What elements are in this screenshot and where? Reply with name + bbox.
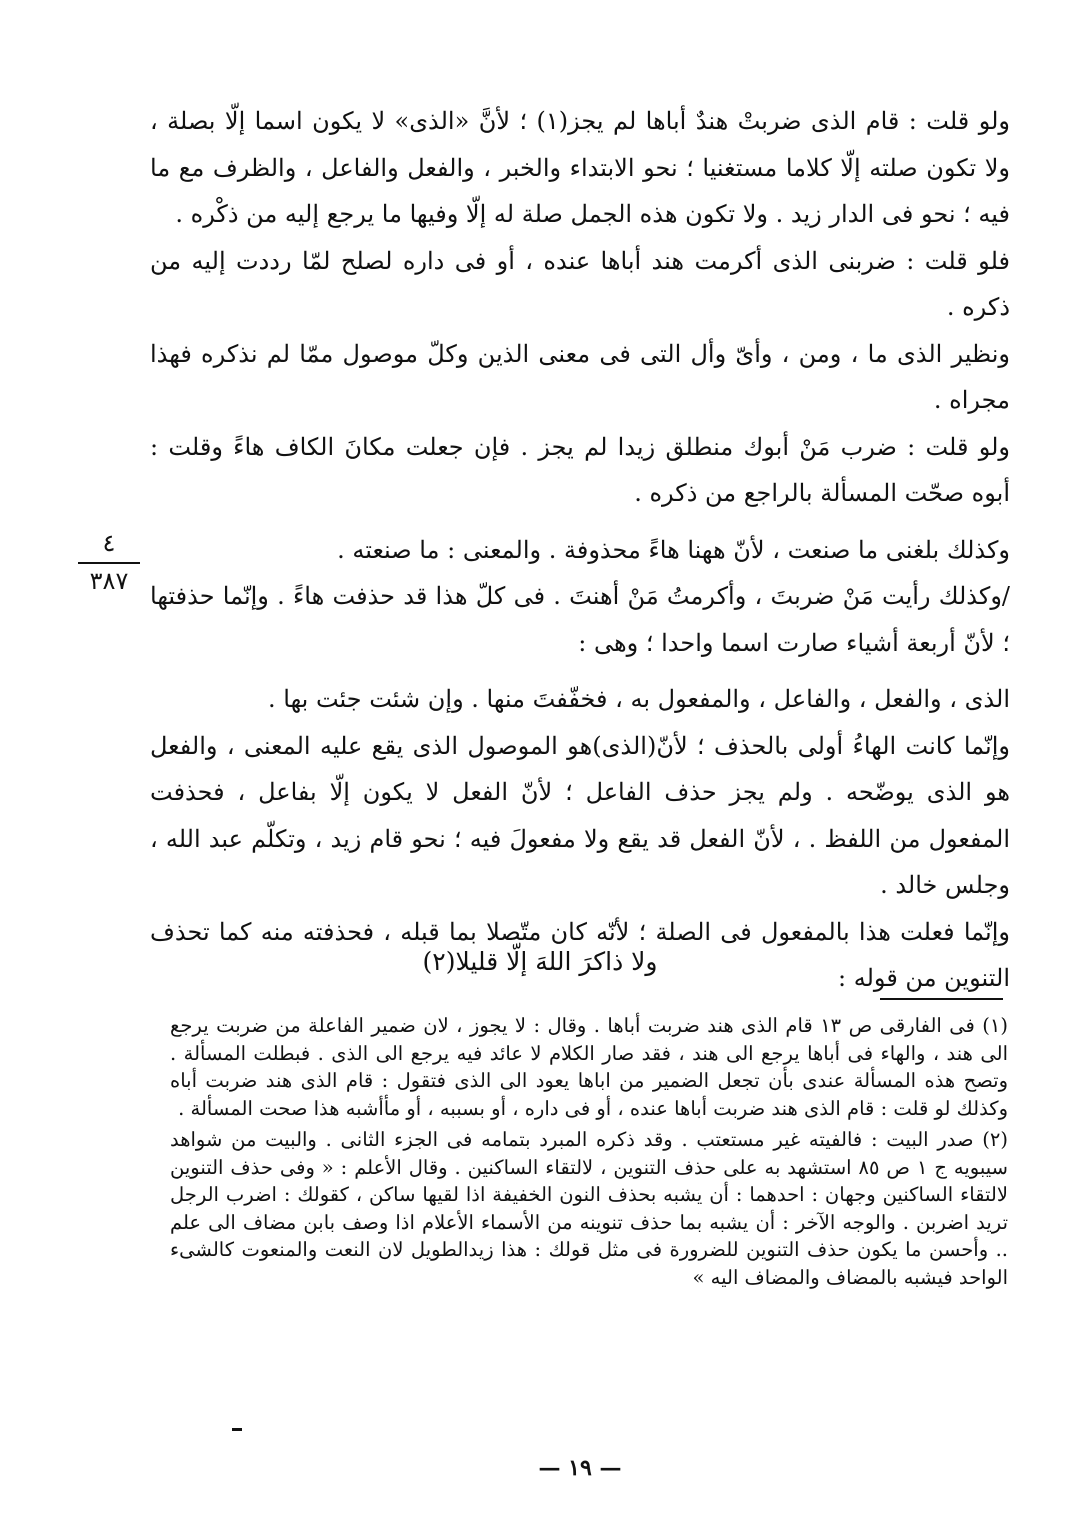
paragraph: ولو قلت : قام الذى ضربتْ هندٌ أباها لم يجز(١) ؛ لأنَّ «الذى» لا يكون اسما إلّا بصلة ، ولا تكون صلته إلّا كلاما مستغنيا ؛ نحو الابتداء والخبر ، والفعل والفاعل ، والظرف مع ما فيه ؛ نحو فى الدار زيد . ولا تكون هذه الجمل صلة له إلّا وفيها ما يرجع إليه من ذكْره . [150, 107, 1011, 228]
footnote: (١) فى الفارقى ص ١٣ قام الذى هند ضربت أباها . وقال : لا يجوز ، لان ضمير الفاعلة من ضربت يرجع الى هند ، والهاء فى أباها يرجع الى هند ، فقد صار الكلام لا عائد فيه يرجع الى الذى . فبطلت المسألة . وتصح هذه المسألة عندى بأن تجعل الضمير من اباها يعود الى الذى فتقول : قام الذى هند ضربت أباه وكذلك لو قلت : قام الذى هند ضربت أباها عنده ، أو فى داره ، أو بسببه ، أو مأأشبه هذا صحت المسألة . [170, 1014, 1008, 1120]
margin-page-number: ٣٨٧ [89, 567, 129, 595]
paragraph: ونظير الذى ما ، ومن ، وأىّ وأل التى فى معنى الذين وكلّ موصول ممّا لم نذكره فهذا مجراه . [150, 339, 1010, 414]
stray-mark [232, 1428, 242, 1431]
main-text [150, 98, 1010, 1002]
footnote: (٢) صدر البيت : فالفيته غير مستعتب . وقد ذكره المبرد بتمامه فى الجزء الثانى . والبيت من شواهد سيبويه ج ١ ص ٨٥ استشهد به على حذف التنوين ، لالتقاء الساكنين . وقال الأعلم : « وفى حذف التنوين لالتقاء الساكنين وجهان : احدهما : أن يشبه بحذف النون الخفيفة اذا لقيها ساكن ، كقولك : اضرب الرجل تريد اضربن . والوجه الآخر : أن يشبه بما حذف تنوينه من الأسماء الأعلام اذا وصف بابن مضاف الى علم .. وأحسن ما يكون حذف التنوين للضرورة فى مثل قولك : هذا زيدالطويل لان النعت والمنعوت كالشىء الواحد فيشبه بالمضاف والمضاف اليه » [170, 1128, 1008, 1289]
footnotes [170, 1012, 1008, 1295]
paragraph: /وكذلك رأيت مَنْ ضربتَ ، وأكرمتُ مَنْ أهنتَ . فى كلّ هذا قد حذفت هاءً . وإنّما حذفتها ؛ لأنّ أربعة أشياء صارت اسما واحدا ؛ وهى : [150, 582, 1010, 657]
paragraph: وإنّما فعلت هذا بالمفعول فى الصلة ؛ لأنّه كان متّصلا بما قبله ، فحذفته منه كما تحذف التنوين من قوله : [150, 917, 1010, 992]
paragraph: ولو قلت : ضرب مَنْ أبوك منطلق زيدا لم يجز . فإن جعلت مكانَ الكاف هاءً وقلت : أبوه صحّت المسألة بالراجع من ذكره . [150, 432, 1010, 507]
paragraph: الذى ، والفعل ، والفاعل ، والمفعول به ، فخفّفتَ منها . وإن شئت جئت بها . [268, 685, 1010, 713]
verse-quote: ولا ذاكرَ اللهَ إلّا قليلا(٢) [422, 947, 658, 976]
paragraph: وكذلك بلغنى ما صنعت ، لأنّ ههنا هاءً محذوفة . والمعنى : ما صنعته . [337, 535, 1010, 564]
margin-page-reference [78, 528, 140, 598]
paragraph: فلو قلت : ضربنى الذى أكرمت هند أباها عنده ، أو فى داره لصلح لمّا رددت إليه من ذكره . [150, 246, 1010, 321]
paragraph: وإنّما كانت الهاءُ أولى بالحذف ؛ لأنّ(الذى)هو الموصول الذى يقع عليه المعنى ، والفعل هو الذى يوضّحه . ولم يجز حذف الفاعل ؛ لأنّ الفعل لا يكون إلّا بفاعل ، فحذفت المفعول من اللفظ . ، لأنّ الفعل قد يقع ولا مفعولَ فيه ؛ نحو قام زيد ، وتكلّم عبد الله ، وجلس خالد . [150, 731, 1010, 899]
page-number: — ١٩ — [538, 1455, 622, 1481]
footnote-divider [880, 998, 1003, 1000]
margin-part-number: ٤ [78, 528, 140, 564]
